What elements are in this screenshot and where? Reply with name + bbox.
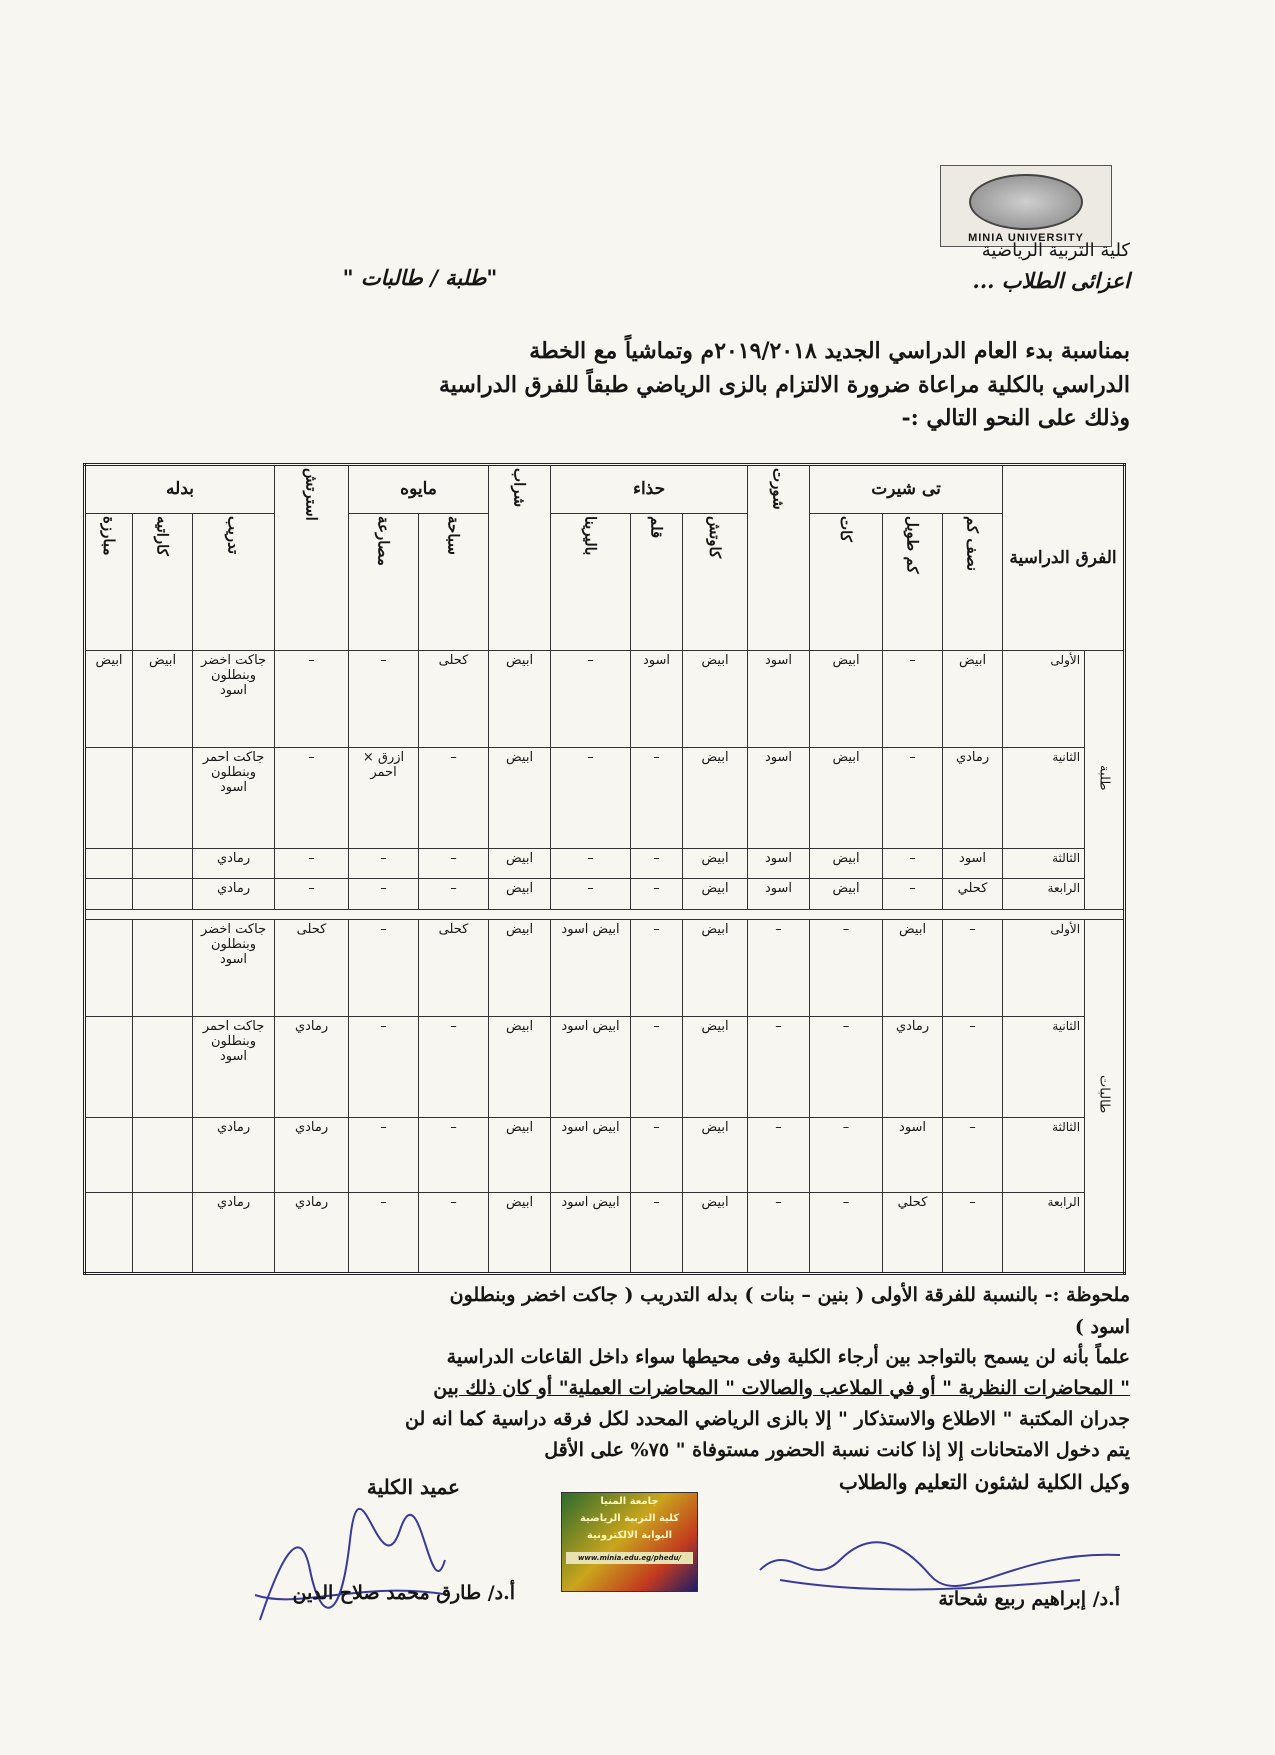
female-cell-long: اسود [883, 1118, 943, 1192]
male-cell-half: كحلي [943, 879, 1003, 909]
female-cell-long: رمادي [883, 1017, 943, 1118]
female-cell-long: ابيض [883, 919, 943, 1017]
university-logo [940, 165, 1112, 247]
male-cell-qalam: – [631, 849, 683, 879]
dean-signature [240, 1500, 460, 1640]
male-cell-kawtsh: ابيض [683, 748, 748, 849]
female-cell-wrestling: – [349, 919, 419, 1017]
male-cell-stretch: – [275, 849, 349, 879]
female-cell-half: – [943, 1118, 1003, 1192]
male-cell-swim: – [419, 748, 489, 849]
male-level: الأولى [1003, 650, 1085, 747]
female-cell-ballet: ابيض اسود [551, 1118, 631, 1192]
female-cell-socks: ابيض [489, 1017, 551, 1118]
male-cell-shorts: اسود [748, 879, 810, 909]
male-cell-karate: ابيض [133, 650, 193, 747]
header-training-label: تدريب [224, 515, 243, 554]
male-row [85, 879, 1125, 909]
female-cell-fencing [85, 919, 133, 1017]
female-cell-training: رمادي [193, 1118, 275, 1192]
male-cell-socks: ابيض [489, 879, 551, 909]
female-cell-shorts: – [748, 1017, 810, 1118]
note-line-5: جدران المكتبة " الاطلاع والاستذكار " إلا بالزى الرياضي المحدد لكل فرقه دراسية كما انه لن [405, 1408, 1130, 1430]
female-level: الرابعة [1003, 1192, 1085, 1273]
header-tshirt-half [943, 513, 1003, 650]
header-socks-label: شراب [510, 468, 529, 508]
female-cell-stretch: كحلى [275, 919, 349, 1017]
male-cell-wrestling: – [349, 849, 419, 879]
male-cell-half: اسود [943, 849, 1003, 879]
female-cell-ballet: ابيض اسود [551, 1192, 631, 1273]
female-cell-wrestling: – [349, 1118, 419, 1192]
header-suit: بدله [85, 465, 275, 514]
vice-dean-name: أ.د/ إبراهيم ربيع شحاتة [938, 1588, 1120, 1610]
female-cell-kawtsh: ابيض [683, 1192, 748, 1273]
female-cell-training: جاكت احمر وبنطلون اسود [193, 1017, 275, 1118]
note-line-6: يتم دخول الامتحانات إلا إذا كانت نسبة الحضور مستوفاة " ٧٥% على الأقل [544, 1439, 1130, 1461]
header-tshirt-long [883, 513, 943, 650]
female-group-label [1085, 919, 1125, 1273]
header-cat-label: كات [837, 515, 856, 542]
note-line-1: ملحوظة :- بالنسبة للفرقة الأولى ( بنين – بنات ) بدله التدريب ( جاكت اخضر وبنطلون [449, 1284, 1130, 1306]
header-tshirt: تى شيرت [810, 465, 1003, 514]
dean-name: أ.د/ طارق محمد صلاح الدين [292, 1582, 515, 1604]
female-cell-ballet: ابيض اسود [551, 1017, 631, 1118]
male-cell-cat: ابيض [810, 879, 883, 909]
note-line-3: علماً بأنه لن يسمح بالتواجد بين أرجاء الكلية وفى محيطها سواء داخل القاعات الدراسية [446, 1346, 1130, 1368]
header-long-label: كم طويل [903, 515, 922, 574]
female-cell-qalam: – [631, 1192, 683, 1273]
female-row [85, 1017, 1125, 1118]
header-shoes: حذاء [551, 465, 748, 514]
female-cell-cat: – [810, 919, 883, 1017]
male-cell-wrestling: – [349, 650, 419, 747]
male-cell-shorts: اسود [748, 650, 810, 747]
header-stretch [275, 465, 349, 651]
male-cell-fencing [85, 748, 133, 849]
female-cell-cat: – [810, 1118, 883, 1192]
header-shorts [748, 465, 810, 651]
header-half-label: نصف كم [963, 515, 982, 571]
uniform-table [83, 463, 1126, 1275]
intro-line-1: بمناسبة بدء العام الدراسي الجديد ٢٠١٩/٢٠١٨م وتماشياً مع الخطة [529, 338, 1130, 364]
female-section [85, 919, 1125, 1273]
female-level: الثالثة [1003, 1118, 1085, 1192]
stamp-line-3: البوابة الالكترونية [586, 1530, 673, 1541]
intro-line-2: الدراسي بالكلية مراعاة ضرورة الالتزام بالزى الرياضي طبقاً للفرق الدراسية [438, 372, 1130, 398]
female-cell-cat: – [810, 1192, 883, 1273]
male-cell-fencing [85, 849, 133, 879]
male-cell-training: جاكت احمر وبنطلون اسود [193, 748, 275, 849]
male-cell-fencing: ابيض [85, 650, 133, 747]
female-level: الثانية [1003, 1017, 1085, 1118]
male-cell-karate [133, 849, 193, 879]
female-cell-stretch: رمادي [275, 1118, 349, 1192]
male-cell-swim: – [419, 849, 489, 879]
female-cell-fencing [85, 1017, 133, 1118]
female-cell-training: جاكت اخضر وبنطلون اسود [193, 919, 275, 1017]
female-cell-swim: – [419, 1192, 489, 1273]
female-row [85, 1118, 1125, 1192]
header-kawtsh-label: كاوتش [706, 515, 725, 558]
vice-dean-title: وكيل الكلية لشئون التعليم والطلاب [838, 1470, 1130, 1494]
greeting: اعزائى الطلاب ... [972, 268, 1130, 293]
female-cell-qalam: – [631, 1118, 683, 1192]
header-teams: الفرق الدراسية [1003, 465, 1125, 651]
male-cell-shorts: اسود [748, 849, 810, 879]
header-shoes-qalam [631, 513, 683, 650]
female-cell-qalam: – [631, 919, 683, 1017]
female-cell-socks: ابيض [489, 1192, 551, 1273]
male-cell-socks: ابيض [489, 650, 551, 747]
header-qalam-label: قلم [647, 515, 666, 538]
female-cell-kawtsh: ابيض [683, 1118, 748, 1192]
note-line-2: اسود ) [1074, 1316, 1130, 1338]
header-ballet-label: باليرينا [581, 515, 600, 556]
female-level: الأولى [1003, 919, 1085, 1017]
header-karate [133, 513, 193, 650]
header-swim-label: سباحة [444, 515, 463, 555]
male-cell-swim: – [419, 879, 489, 909]
female-cell-shorts: – [748, 1118, 810, 1192]
male-cell-ballet: – [551, 650, 631, 747]
male-cell-long: – [883, 879, 943, 909]
male-cell-karate [133, 879, 193, 909]
note-line-4: " المحاضرات النظرية " أو في الملاعب والصالات " المحاضرات العملية" أو كان ذلك بين [433, 1377, 1130, 1399]
male-cell-socks: ابيض [489, 748, 551, 849]
female-cell-cat: – [810, 1017, 883, 1118]
header-fencing-label: مبارزة [100, 515, 119, 556]
female-cell-karate [133, 1017, 193, 1118]
male-cell-cat: ابيض [810, 748, 883, 849]
male-cell-shorts: اسود [748, 748, 810, 849]
male-cell-training: رمادي [193, 879, 275, 909]
header-shorts-label: شورت [769, 468, 788, 510]
female-cell-long: كحلي [883, 1192, 943, 1273]
female-row [85, 1192, 1125, 1273]
male-cell-kawtsh: ابيض [683, 849, 748, 879]
female-cell-stretch: رمادي [275, 1017, 349, 1118]
header-stretch-label: استرتش [302, 468, 321, 521]
male-cell-kawtsh: ابيض [683, 879, 748, 909]
female-cell-shorts: – [748, 1192, 810, 1273]
header-tshirt-cat [810, 513, 883, 650]
male-row [85, 849, 1125, 879]
section-separator [85, 909, 1125, 919]
male-cell-wrestling: – [349, 879, 419, 909]
female-row [85, 919, 1125, 1017]
female-cell-stretch: رمادي [275, 1192, 349, 1273]
male-cell-swim: كحلى [419, 650, 489, 747]
female-cell-qalam: – [631, 1017, 683, 1118]
female-cell-kawtsh: ابيض [683, 919, 748, 1017]
male-cell-qalam: – [631, 748, 683, 849]
female-cell-swim: كحلى [419, 919, 489, 1017]
e-portal-stamp [561, 1492, 698, 1592]
faculty-name: كلية التربية الرياضية [981, 240, 1130, 261]
female-cell-swim: – [419, 1017, 489, 1118]
header-shoes-ballet [551, 513, 631, 650]
male-row [85, 650, 1125, 747]
female-cell-socks: ابيض [489, 919, 551, 1017]
female-cell-karate [133, 1192, 193, 1273]
male-row [85, 748, 1125, 849]
male-cell-stretch: – [275, 650, 349, 747]
male-cell-qalam: اسود [631, 650, 683, 747]
male-cell-ballet: – [551, 879, 631, 909]
male-cell-long: – [883, 849, 943, 879]
male-cell-training: جاكت اخضر وبنطلون اسود [193, 650, 275, 747]
separator-cell [85, 909, 1125, 919]
stamp-url: www.minia.edu.eg/phedu/ [566, 1552, 693, 1564]
male-cell-cat: ابيض [810, 849, 883, 879]
male-cell-stretch: – [275, 748, 349, 849]
stamp-line-1: جامعة المنيا [600, 1496, 659, 1507]
female-group-text: طالبات [1096, 1074, 1112, 1114]
male-section [85, 650, 1125, 909]
female-cell-wrestling: – [349, 1017, 419, 1118]
male-level: الثانية [1003, 748, 1085, 849]
female-cell-half: – [943, 1192, 1003, 1273]
header-fencing [85, 513, 133, 650]
female-cell-fencing [85, 1192, 133, 1273]
male-cell-ballet: – [551, 748, 631, 849]
header-wrestling [349, 513, 419, 650]
male-cell-stretch: – [275, 879, 349, 909]
logo-text: MINIA UNIVERSITY [968, 232, 1084, 244]
male-cell-kawtsh: ابيض [683, 650, 748, 747]
intro-line-3: وذلك على النحو التالي :- [901, 405, 1130, 431]
header-karate-label: كاراتيه [153, 515, 172, 556]
male-level: الثالثة [1003, 849, 1085, 879]
male-cell-karate [133, 748, 193, 849]
female-cell-shorts: – [748, 919, 810, 1017]
dean-title: عميد الكلية [366, 1475, 460, 1499]
male-cell-ballet: – [551, 849, 631, 879]
male-cell-training: رمادي [193, 849, 275, 879]
male-group-label [1085, 650, 1125, 909]
male-cell-long: – [883, 748, 943, 849]
female-cell-kawtsh: ابيض [683, 1017, 748, 1118]
female-cell-socks: ابيض [489, 1118, 551, 1192]
male-group-text: طلبة [1096, 764, 1112, 791]
female-cell-training: رمادي [193, 1192, 275, 1273]
male-level: الرابعة [1003, 879, 1085, 909]
header-swim [419, 513, 489, 650]
male-cell-cat: ابيض [810, 650, 883, 747]
header-training [193, 513, 275, 650]
male-cell-wrestling: ازرق × احمر [349, 748, 419, 849]
male-cell-socks: ابيض [489, 849, 551, 879]
male-cell-half: ابيض [943, 650, 1003, 747]
logo-emblem [969, 174, 1083, 230]
female-cell-half: – [943, 1017, 1003, 1118]
male-cell-long: – [883, 650, 943, 747]
female-cell-ballet: ابيض اسود [551, 919, 631, 1017]
header-socks [489, 465, 551, 651]
male-cell-qalam: – [631, 879, 683, 909]
audience-title: "طلبة / طالبات " [342, 265, 498, 290]
header-shoes-kawtsh [683, 513, 748, 650]
female-cell-fencing [85, 1118, 133, 1192]
female-cell-karate [133, 1118, 193, 1192]
female-cell-wrestling: – [349, 1192, 419, 1273]
male-cell-half: رمادي [943, 748, 1003, 849]
header-swimwear: مايوه [349, 465, 489, 514]
male-cell-fencing [85, 879, 133, 909]
female-cell-half: – [943, 919, 1003, 1017]
header-wrestling-label: مصارعة [374, 515, 393, 566]
female-cell-karate [133, 919, 193, 1017]
stamp-line-2: كلية التربية الرياضية [579, 1513, 680, 1524]
female-cell-swim: – [419, 1118, 489, 1192]
